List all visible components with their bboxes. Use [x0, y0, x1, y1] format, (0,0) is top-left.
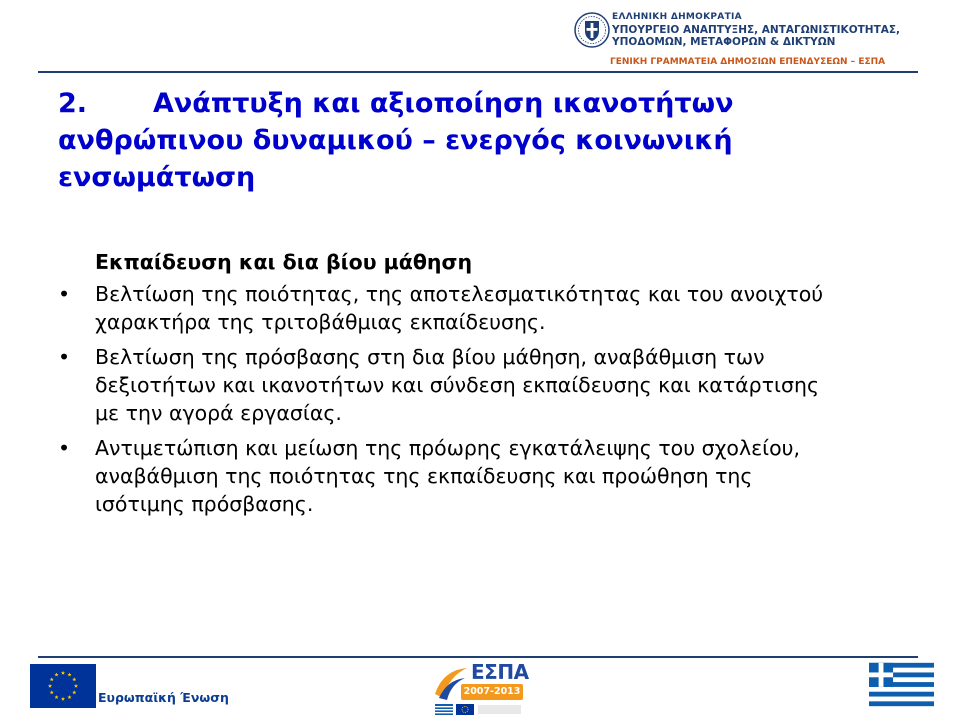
header-divider [38, 71, 918, 73]
bullet-line: Αντιμετώπιση και μείωση της πρόωρης εγκατάλειψης του σχολείου, [95, 436, 801, 460]
slide-body [58, 248, 918, 525]
bullet-line: ισότιμης πρόσβασης. [95, 492, 314, 516]
bullet-line: χαρακτήρα της τριτοβάθμιας εκπαίδευσης. [95, 310, 546, 334]
bullet-line: αναβάθμιση της ποιότητας της εκπαίδευσης και προώθηση της [95, 464, 753, 488]
title-line-1 [58, 85, 918, 122]
eu-label: Ευρωπαϊκή Ένωση [98, 690, 229, 705]
greek-coat-of-arms-icon [574, 12, 610, 48]
bullet-line: Βελτίωση της πρόσβασης στη δια βίου μάθηση, αναβάθμιση των [95, 345, 765, 369]
ministry-line-3: ΥΠΟΔΟΜΩΝ, ΜΕΤΑΦΟΡΩΝ & ΔΙΚΤΥΩΝ [612, 36, 836, 48]
bullet-line: δεξιοτήτων και ικανοτήτων και σύνδεση εκπαίδευσης και κατάρτισης [95, 373, 819, 397]
bullet-icon: • [58, 345, 71, 369]
ministry-line-2: ΥΠΟΥΡΓΕΙΟ ΑΝΑΠΤΥΞΗΣ, ΑΝΤΑΓΩΝΙΣΤΙΚΟΤΗΤΑΣ, [612, 23, 901, 36]
ministry-logo [574, 10, 954, 50]
section-subheading: Εκπαίδευση και δια βίου μάθηση [95, 250, 473, 274]
bullet-icon: • [58, 436, 71, 460]
espa-years: 2007-2013 [461, 684, 523, 700]
ministry-text [612, 11, 900, 49]
footer-divider [38, 656, 918, 658]
espa-flags-strip-icon [433, 702, 523, 716]
bullet-line: με την αγορά εργασίας. [95, 401, 342, 425]
eu-logo [30, 664, 250, 714]
slide-title [58, 85, 918, 196]
bullet-item [58, 280, 918, 336]
general-secretariat-label: ΓΕΝΙΚΗ ΓΡΑΜΜΑΤΕΙΑ ΔΗΜΟΣΙΩΝ ΕΠΕΝΔΥΣΕΩΝ – ΕΣΠΑ [610, 57, 886, 67]
espa-logo [433, 660, 529, 716]
bullet-line: Βελτίωση της ποιότητας, της αποτελεσματικότητας και του ανοιχτού [95, 282, 824, 306]
espa-wordmark: ΕΣΠΑ [471, 660, 529, 684]
greek-flag-icon [869, 662, 934, 707]
ministry-line-1: ΕΛΛΗΝΙΚΗ ΔΗΜΟΚΡΑΤΙΑ [612, 12, 742, 22]
bullet-item [58, 343, 918, 427]
bullet-icon: • [58, 282, 71, 306]
title-line-2: ανθρώπινου δυναμικού – ενεργός κοινωνική [58, 125, 733, 156]
eu-flag-icon [30, 664, 96, 708]
title-line-1-text: Ανάπτυξη και αξιοποίηση ικανοτήτων [153, 88, 734, 119]
bullet-item [58, 434, 918, 518]
title-number: 2. [58, 88, 88, 119]
title-line-3: ενσωμάτωση [58, 162, 256, 193]
